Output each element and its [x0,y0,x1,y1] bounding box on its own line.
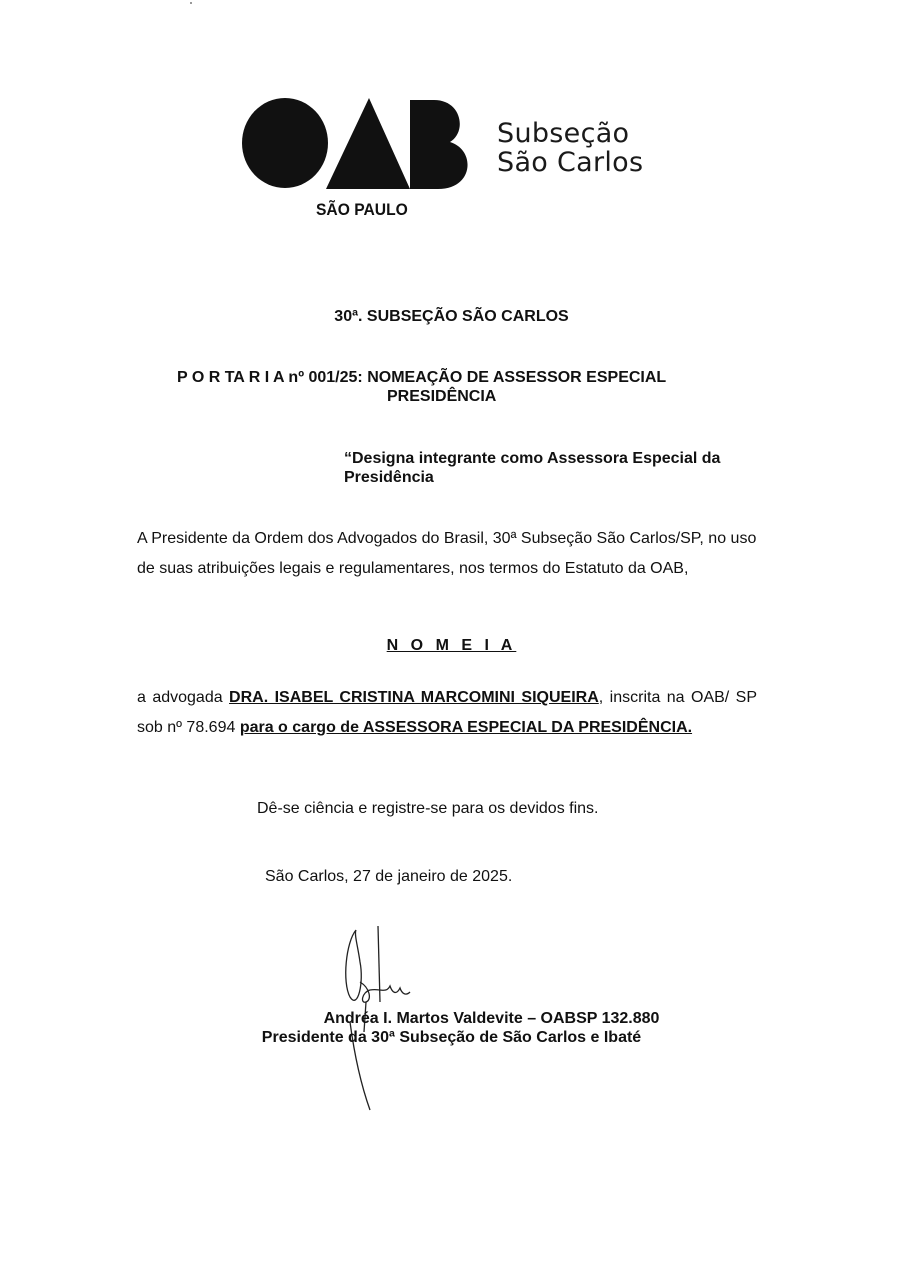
subsection-line1: Subseção [497,118,630,149]
scan-speck [190,2,192,4]
portaria-line2: PRESIDÊNCIA [387,388,497,405]
date-line: São Carlos, 27 de janeiro de 2025. [265,868,513,885]
oab-logo-a [326,98,410,189]
ciencia-text: Dê-se ciência e registre-se para os devidos fins. [257,800,599,817]
page-heading: 30ª. SUBSEÇÃO SÃO CARLOS [334,308,569,325]
signatory-block [0,1009,903,1047]
ementa: “Designa integrante como Assessora Especial da Presidência [344,450,721,486]
oab-logo-b [410,100,468,189]
appointment-paragraph [137,683,757,743]
oab-logo [238,92,488,197]
appointee-name: DRA. ISABEL CRISTINA MARCOMINI SIQUEIRA [229,689,599,706]
subsection-name [497,119,643,177]
body-mid: , inscrita na OAB/ SP sob nº 78.694 [137,689,757,736]
body-prefix: a advogada [137,689,230,706]
state-label: SÃO PAULO [316,200,408,219]
position-title: para o cargo de ASSESSORA ESPECIAL DA PRESIDÊNCIA. [239,719,693,736]
signatory-role: Presidente da 30ª Subseção de São Carlos e Ibaté [261,1029,642,1046]
subsection-line2: São Carlos [497,147,644,178]
oab-logo-o [242,98,328,188]
portaria-line1: P O R TA R I A nº 001/25: NOMEAÇÃO DE ASSESSOR ESPECIAL [177,369,667,386]
portaria-title [177,368,737,406]
nomeia-heading: N O M E I A [386,637,517,654]
signatory-name: Andréa I. Martos Valdevite – OABSP 132.880 [323,1010,660,1027]
preamble-paragraph: A Presidente da Ordem dos Advogados do Brasil, 30ª Subseção São Carlos/SP, no uso de suas atribuições legais e regulamentares, nos termos do Estatuto da OAB, [137,530,757,577]
